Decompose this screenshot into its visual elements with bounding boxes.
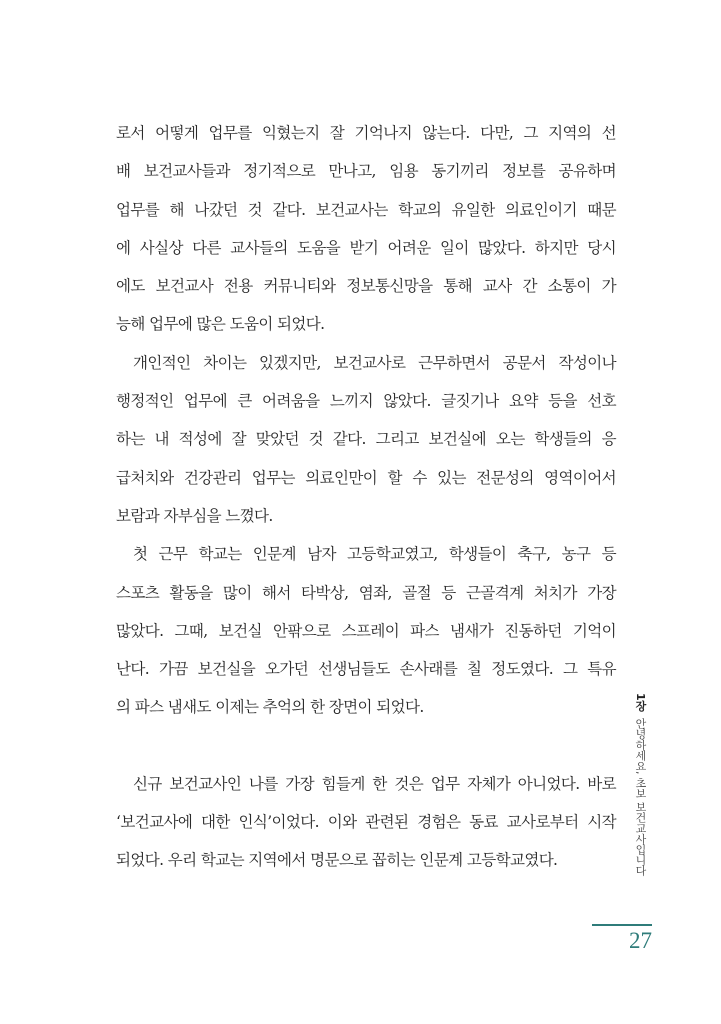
text-line: 에도 보건교사 전용 커뮤니티와 정보통신망을 통해 교사 간 소통이 가	[116, 277, 616, 296]
text-line: 업무를 해 나갔던 것 같다. 보건교사는 학교의 유일한 의료인이기 때문	[116, 200, 616, 219]
footer-rule	[592, 924, 652, 926]
text-line: 스포츠 활동을 많이 해서 타박상, 염좌, 골절 등 근골격계 처치가 가장	[116, 583, 616, 602]
paragraph	[116, 344, 616, 535]
body-text	[116, 114, 616, 880]
text-line: 첫 근무 학교는 인문계 남자 고등학교였고, 학생들이 축구, 농구 등	[133, 545, 616, 564]
text-line: 되었다. 우리 학교는 지역에서 명문으로 꼽히는 인문계 고등학교였다.	[116, 851, 558, 870]
text-line: ‘보건교사에 대한 인식’이었다. 이와 관련된 경험은 동료 교사로부터 시작	[116, 813, 616, 832]
paragraph-gap	[116, 727, 616, 765]
running-head	[628, 693, 648, 893]
paragraph	[116, 765, 616, 880]
paragraph	[116, 114, 616, 344]
text-line: 에 사실상 다른 교사들의 도움을 받기 어려운 일이 많았다. 하지만 당시	[116, 238, 616, 257]
text-line: 난다. 가끔 보건실을 오가던 선생님들도 손사래를 칠 정도였다. 그 특유	[116, 660, 616, 679]
text-line: 많았다. 그때, 보건실 안팎으로 스프레이 파스 냄새가 진동하던 기억이	[116, 621, 616, 640]
text-line: 로서 어떻게 업무를 익혔는지 잘 기억나지 않는다. 다만, 그 지역의 선	[116, 124, 616, 142]
text-line: 하는 내 적성에 잘 맞았던 것 같다. 그리고 보건실에 오는 학생들의 응	[116, 430, 616, 449]
text-line: 개인적인 차이는 있겠지만, 보건교사로 근무하면서 공문서 작성이나	[133, 353, 616, 372]
page-number: 27	[629, 928, 652, 953]
text-line: 급처치와 건강관리 업무는 의료인만이 할 수 있는 전문성의 영역이어서	[116, 468, 616, 487]
paragraph	[116, 535, 616, 726]
text-line: 행정적인 업무에 큰 어려움을 느끼지 않았다. 글짓기나 요약 등을 선호	[116, 392, 616, 411]
text-line: 배 보건교사들과 정기적으로 만나고, 임용 동기끼리 정보를 공유하며	[116, 162, 616, 181]
running-head-title: 안녕하세요, 초보 보건교사입니다	[634, 717, 647, 876]
text-line: 의 파스 냄새도 이제는 추억의 한 장면이 되었다.	[116, 698, 424, 717]
text-line: 신규 보건교사인 나를 가장 힘들게 한 것은 업무 자체가 아니었다. 바로	[133, 774, 616, 793]
text-line: 능해 업무에 많은 도움이 되었다.	[116, 315, 325, 334]
text-line: 보람과 자부심을 느꼈다.	[116, 506, 273, 525]
running-head-chapter: 1장	[634, 693, 647, 711]
